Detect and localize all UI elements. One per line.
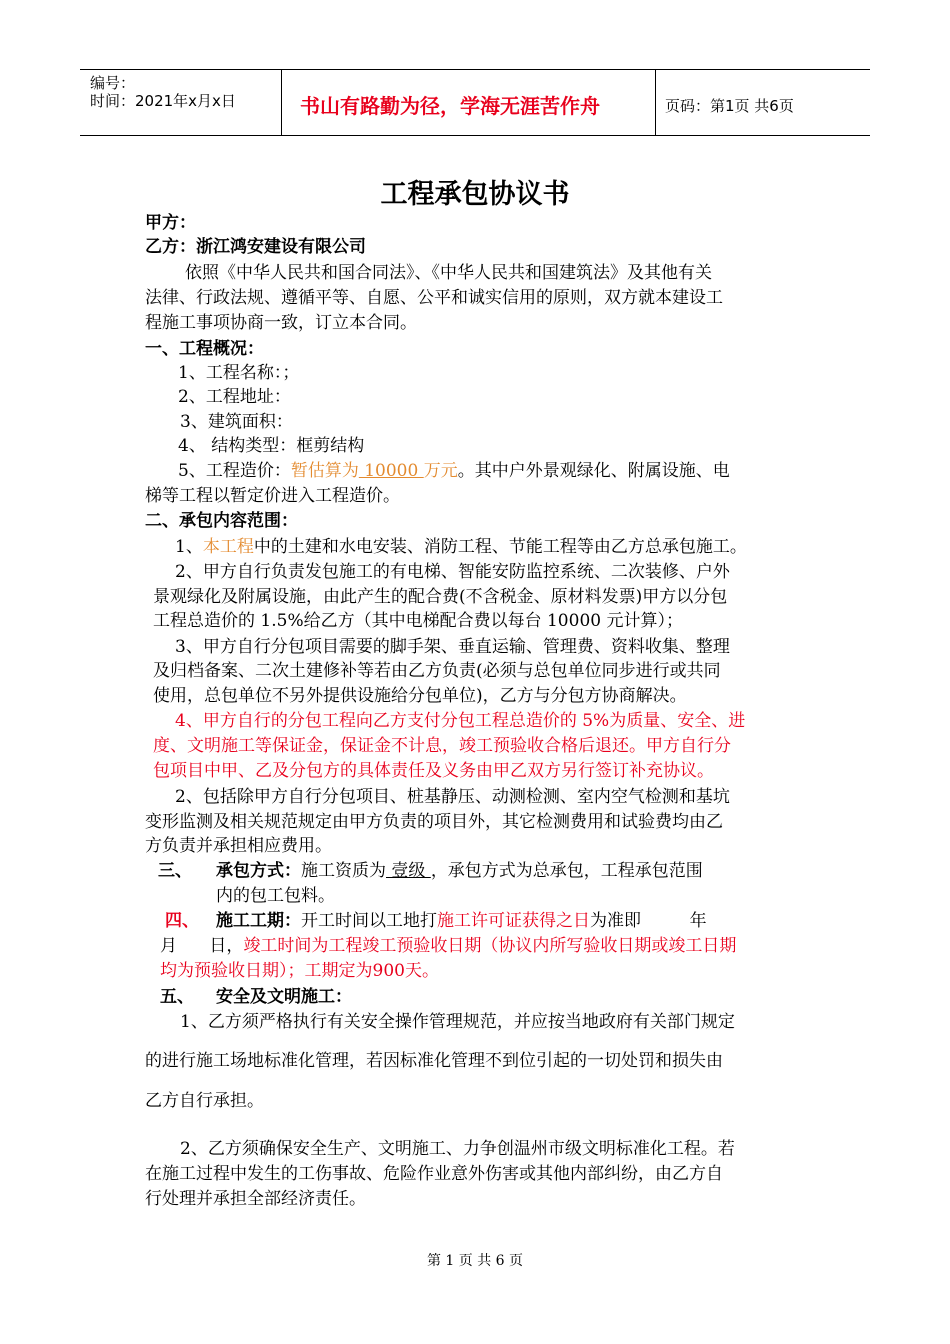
- s2-p1-num: 1、: [175, 537, 203, 557]
- s4-line-1: [216, 910, 707, 932]
- s5-p2-line-3: 行处理并承担全部经济责任。: [145, 1189, 366, 1209]
- party-a: 甲方：: [145, 213, 196, 233]
- s3-qualification: 壹级: [386, 861, 431, 881]
- s2-p3-line-1: 3、甲方自行分包项目需要的脚手架、垂直运输、管理费、资料收集、整理: [175, 637, 730, 657]
- s4-date-blank: 月 日，: [160, 936, 244, 956]
- section-4-heading: 施工工期：: [216, 911, 301, 931]
- s3-line-1: [216, 860, 703, 882]
- section-4-number: 四、: [165, 911, 199, 931]
- s1-item-5-label: 5、工程造价：: [178, 461, 291, 481]
- s5-p1-line-2: 的进行施工场地标准化管理，若因标准化管理不到位引起的一切处罚和损失由: [145, 1051, 723, 1071]
- s2-p4-line-2: 度、文明施工等保证金，保证金不计息，竣工预验收合格后退还。甲方自行分: [153, 736, 731, 756]
- s2-p5-line-1: 2、包括除甲方自行分包项目、桩基静压、动测检测、室内空气检测和基坑: [175, 787, 730, 807]
- document-title: 工程承包协议书: [380, 179, 570, 210]
- s4-line-3: 均为预验收日期）；工期定为900天。: [160, 961, 439, 981]
- header-bottom-rule: [80, 135, 870, 136]
- s4-start-condition: 施工许可证获得之日: [437, 911, 590, 931]
- s1-item-1: 1、工程名称：；: [178, 363, 300, 383]
- header-divider-left: [281, 70, 282, 135]
- section-3-number: 三、: [158, 861, 192, 881]
- s1-item-4: 4、 结构类型：框剪结构: [178, 436, 365, 456]
- cost-estimate-value: 10000: [358, 461, 424, 481]
- section-2-heading: 二、承包内容范围：: [145, 511, 298, 531]
- intro-line-3: 程施工事项协商一致，订立本合同。: [145, 313, 417, 333]
- cost-estimate-unit: 万元: [423, 461, 458, 481]
- s5-p1-line-1: 1、乙方须严格执行有关安全操作管理规范，并应按当地政府有关部门规定: [180, 1012, 735, 1032]
- s2-p1-highlight: 本工程: [202, 537, 254, 557]
- s2-p3-line-2: 及归档备案、二次土建修补等若由乙方负责(必须与总包单位同步进行或共同: [153, 661, 721, 681]
- s1-item-5: [178, 460, 730, 482]
- s2-p5-line-2: 变形监测及相关规范规定由甲方负责的项目外，其它检测费用和试验费均由乙: [145, 812, 723, 832]
- page-footer: 第 1 页 共 6 页: [426, 1253, 524, 1269]
- s4-text-3: 为准即 年: [590, 911, 707, 931]
- header-top-rule: [80, 69, 870, 70]
- party-b: 乙方：浙江鸿安建设有限公司: [145, 237, 366, 257]
- s2-p1-rest: 中的土建和水电安装、消防工程、节能工程等由乙方总承包施工。: [253, 537, 747, 557]
- s4-text-1: 开工时间以工地打: [301, 911, 437, 931]
- s2-p1: [175, 536, 747, 558]
- s1-item-5-rest: 。其中户外景观绿化、附属设施、电: [457, 461, 730, 481]
- header-divider-right: [655, 70, 656, 135]
- section-1-heading: 一、工程概况：: [145, 339, 264, 359]
- intro-line-1: 依照《中华人民共和国合同法》、《中华人民共和国建筑法》及其他有关: [185, 263, 712, 283]
- s2-p2-line-1: 2、甲方自行负责发包施工的有电梯、智能安防监控系统、二次装修、户外: [175, 562, 730, 582]
- s1-item-2: 2、工程地址：: [178, 387, 291, 407]
- s3-text-1: 施工资质为: [301, 861, 386, 881]
- header-date-label: 时间：2021年x月x日: [90, 92, 236, 110]
- header-number-label: 编号：: [90, 74, 136, 92]
- s3-text-3: ，承包方式为总承包，工程承包范围: [430, 861, 703, 881]
- s2-p5-line-3: 方负责并承担相应费用。: [145, 836, 332, 856]
- s2-p2-line-2: 景观绿化及附属设施，由此产生的配合费(不含税金、原材料发票)甲方以分包: [153, 587, 728, 607]
- section-5-heading: 安全及文明施工：: [216, 987, 352, 1007]
- s5-p2-line-1: 2、乙方须确保安全生产、文明施工、力争创温州市级文明标准化工程。若: [180, 1139, 735, 1159]
- s5-p2-line-2: 在施工过程中发生的工伤事故、危险作业意外伤害或其他内部纠纷，由乙方自: [145, 1164, 723, 1184]
- s5-p1-line-3: 乙方自行承担。: [145, 1091, 264, 1111]
- cost-estimate-prefix: 暂估算为: [290, 461, 359, 481]
- s2-p4-line-1: 4、甲方自行的分包工程向乙方支付分包工程总造价的 5%为质量、安全、进: [175, 711, 746, 731]
- header-page-code: 页码：第1页 共6页: [665, 97, 794, 115]
- s4-completion-text: 竣工时间为工程竣工预验收日期（协议内所写验收日期或竣工日期: [243, 936, 737, 956]
- intro-line-2: 法律、行政法规、遵循平等、自愿、公平和诚实信用的原则，双方就本建设工: [145, 288, 723, 308]
- s1-item-3: 3、建筑面积：: [180, 412, 293, 432]
- header-motto: 书山有路勤为径，学海无涯苦作舟: [300, 94, 600, 118]
- s4-line-2: [160, 935, 736, 957]
- section-3-heading: 承包方式：: [216, 861, 301, 881]
- s1-item-5-cont: 梯等工程以暂定价进入工程造价。: [145, 486, 400, 506]
- s2-p3-line-3: 使用，总包单位不另外提供设施给分包单位)，乙方与分包方协商解决。: [153, 686, 687, 706]
- s2-p4-line-3: 包项目中甲、乙及分包方的具体责任及义务由甲乙双方另行签订补充协议。: [153, 761, 714, 781]
- section-5-number: 五、: [160, 987, 194, 1007]
- s2-p2-line-3: 工程总造价的 1.5%给乙方（其中电梯配合费以每台 10000 元计算）；: [153, 611, 683, 631]
- s3-line-2: 内的包工包料。: [216, 886, 335, 906]
